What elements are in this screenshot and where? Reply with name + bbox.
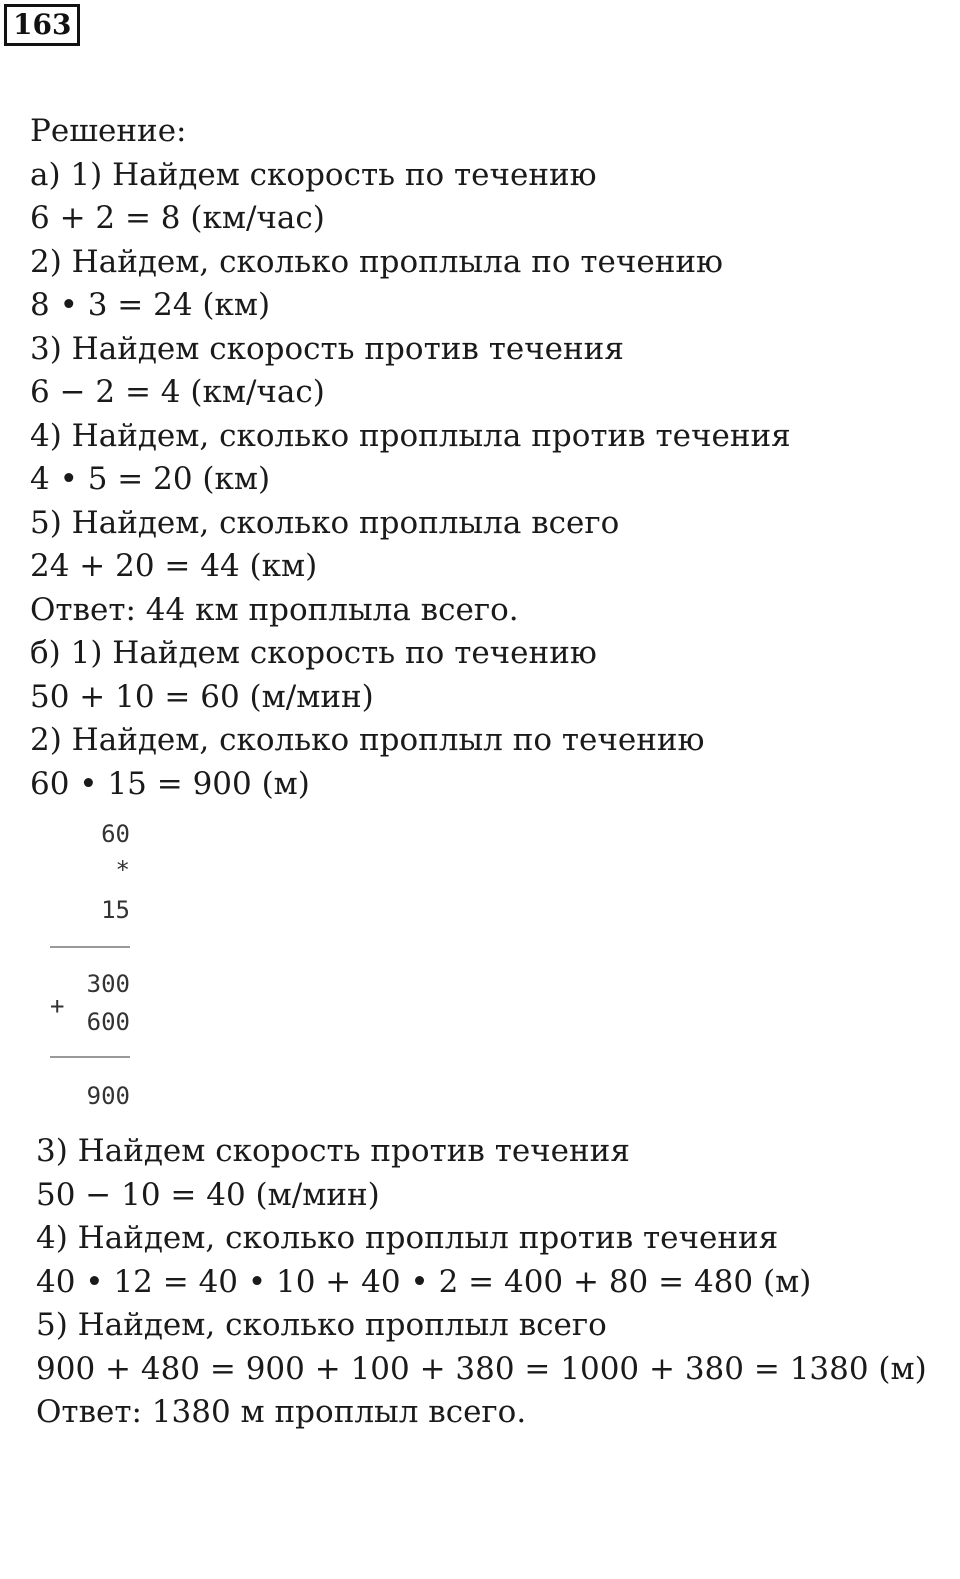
calc-rule (50, 1056, 130, 1058)
column-multiplication (48, 818, 138, 1118)
solution-line: а) 1) Найдем скорость по течению (30, 156, 597, 193)
solution-line: 4 • 5 = 20 (км) (30, 461, 271, 497)
solution-line: 6 + 2 = 8 (км/час) (30, 200, 325, 236)
solution-line: 3) Найдем скорость против течения (36, 1133, 630, 1169)
calc-multiplier: 15 (101, 896, 130, 924)
solution-heading: Решение: (30, 113, 187, 149)
answer-line: Ответ: 44 км проплыла всего. (30, 591, 519, 628)
solution-line: 60 • 15 = 900 (м) (30, 765, 310, 802)
solution-line: 2) Найдем, сколько проплыл по течению (30, 722, 705, 758)
calc-rule (50, 946, 130, 948)
solution-line: 8 • 3 = 24 (км) (30, 287, 271, 323)
calc-multiplicand: 60 (101, 820, 130, 848)
solution-part-b (36, 1130, 956, 1435)
calc-multiply-sign: * (115, 856, 130, 884)
solution-line: б) 1) Найдем скорость по течению (30, 635, 597, 671)
solution-line: 5) Найдем, сколько проплыл всего (36, 1307, 607, 1343)
solution-line: 3) Найдем скорость против течения (30, 330, 624, 367)
calc-partial-product: 300 (86, 970, 130, 998)
solution-line: 900 + 480 = 900 + 100 + 380 = 1000 + 380 = 1380 (м) (36, 1350, 927, 1387)
answer-line: Ответ: 1380 м проплыл всего. (36, 1394, 527, 1430)
calc-partial-product: 600 (86, 1008, 130, 1036)
solution-line: 2) Найдем, сколько проплыла по течению (30, 243, 724, 280)
solution-line: 40 • 12 = 40 • 10 + 40 • 2 = 400 + 80 = 480 (м) (36, 1263, 812, 1300)
calc-plus-sign: + (50, 992, 65, 1020)
solution-line: 5) Найдем, сколько проплыла всего (30, 504, 620, 541)
solution-line: 4) Найдем, сколько проплыла против течения (30, 417, 791, 454)
solution-part-a (30, 110, 950, 806)
solution-line: 6 − 2 = 4 (км/час) (30, 374, 325, 410)
solution-line: 50 + 10 = 60 (м/мин) (30, 678, 374, 715)
calc-result: 900 (86, 1082, 130, 1110)
solution-line: 4) Найдем, сколько проплыл против течения (36, 1220, 779, 1256)
solution-line: 50 − 10 = 40 (м/мин) (36, 1176, 380, 1213)
task-number: 163 (4, 4, 80, 46)
solution-line: 24 + 20 = 44 (км) (30, 548, 318, 584)
